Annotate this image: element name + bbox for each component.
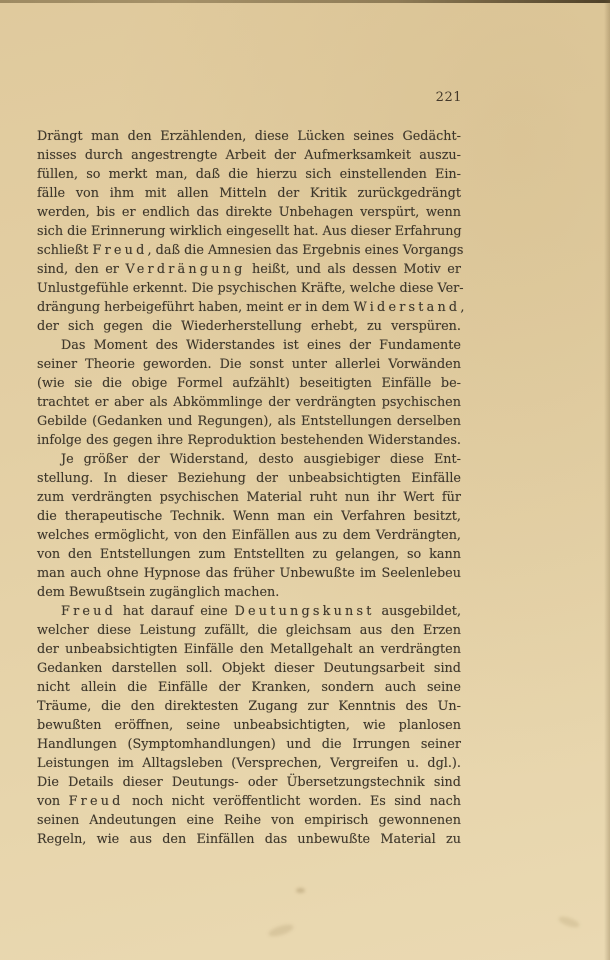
text-segment: (wie sie die obige Formel aufzählt) beseitigten Einfälle be-	[37, 376, 461, 391]
text-segment: Gebilde (Gedanken und Regungen), als Entstellungen derselben	[37, 414, 461, 429]
text-segment: seiner Theorie geworden. Die sonst unter allerlei Vorwänden	[37, 357, 461, 372]
text-segment: schließt	[37, 243, 93, 258]
text-line	[37, 621, 461, 640]
text-line	[37, 298, 465, 317]
text-segment: man auch ohne Hypnose das früher Unbewußte im Seelenlebeu	[37, 566, 461, 581]
text-line	[37, 659, 461, 678]
text-segment: werden, bis er endlich das direkte Unbehagen verspürt, wenn	[37, 205, 461, 220]
paper-smudge	[267, 922, 295, 939]
scan-right-edge	[604, 0, 610, 960]
text-segment: dem Bewußtsein zugänglich machen.	[37, 585, 280, 600]
text-line	[37, 564, 461, 583]
text-line	[37, 469, 461, 488]
text-line	[37, 184, 461, 203]
text-segment: Regeln, wie aus den Einfällen das unbewußte Material zu	[37, 832, 461, 847]
text-line	[37, 374, 461, 393]
page-text	[37, 127, 465, 849]
text-line	[37, 203, 461, 222]
text-line	[37, 735, 461, 754]
text-segment: ,	[460, 300, 465, 315]
text-line	[37, 830, 461, 849]
text-line	[37, 317, 461, 336]
text-line	[37, 165, 461, 184]
text-line	[37, 811, 461, 830]
text-segment: nisses durch angestrengte Arbeit der Aufmerksamkeit auszu-	[37, 148, 461, 163]
text-segment: Die Details dieser Deutungs- oder Übersetzungstechnik sind	[37, 775, 461, 790]
text-segment: sich die Erinnerung wirklich eingesellt hat. Aus dieser Erfahrung	[37, 224, 462, 239]
text-line	[37, 450, 461, 469]
page-number: 221	[435, 90, 462, 105]
paper-smudge	[296, 888, 305, 893]
text-segment: füllen, so merkt man, daß die hierzu sich einstellenden Ein-	[37, 167, 461, 182]
text-segment: nicht allein die Einfälle der Kranken, sondern auch seine	[37, 680, 461, 695]
text-line	[37, 507, 461, 526]
text-line	[37, 526, 461, 545]
text-line	[37, 222, 461, 241]
text-segment: bewußten eröffnen, seine unbeabsichtigten, wie planlosen	[37, 718, 461, 733]
emphasized-term: Freud	[92, 243, 148, 258]
text-segment: Unlustgefühle erkennt. Die psychischen Kräfte, welche diese Ver-	[37, 281, 464, 296]
text-line	[37, 792, 461, 811]
text-segment: Je größer der Widerstand, desto ausgiebiger diese Ent-	[61, 452, 461, 467]
text-segment: trachtet er aber als Abkömmlinge der verdrängten psychischen	[37, 395, 461, 410]
text-segment: Gedanken darstellen soll. Objekt dieser Deutungsarbeit sind	[37, 661, 461, 676]
text-line	[37, 545, 461, 564]
text-segment: von	[37, 794, 69, 809]
text-line	[37, 336, 461, 355]
text-line	[37, 412, 461, 431]
text-line	[37, 602, 461, 621]
text-segment: der unbeabsichtigten Einfälle den Metallgehalt an verdrängten	[37, 642, 461, 657]
text-line	[37, 697, 461, 716]
paper-smudge	[557, 914, 580, 929]
text-line	[37, 241, 464, 260]
text-segment: hat darauf eine	[116, 604, 235, 619]
scan-top-edge	[0, 0, 610, 3]
text-segment: zum verdrängten psychischen Material ruht nun ihr Wert für	[37, 490, 461, 505]
text-line	[37, 678, 461, 697]
emphasized-term: Freud	[68, 794, 124, 809]
text-segment: Drängt man den Erzählenden, diese Lücken seines Gedächt-	[37, 129, 461, 144]
text-segment: von den Entstellungen zum Entstellten zu gelangen, so kann	[37, 547, 461, 562]
emphasized-term: Freud	[61, 604, 117, 619]
text-segment: Träume, die den direktesten Zugang zur Kenntnis des Un-	[37, 699, 461, 714]
text-segment: fälle von ihm mit allen Mitteln der Kritik zurückgedrängt	[37, 186, 461, 201]
text-segment: Leistungen im Alltagsleben (Versprechen, Vergreifen u. dgl.).	[37, 756, 461, 771]
text-line	[37, 127, 461, 146]
text-segment: ausgebildet,	[374, 604, 462, 619]
text-line	[37, 393, 461, 412]
text-line	[37, 583, 461, 602]
emphasized-term: Widerstand	[353, 300, 461, 315]
text-line	[37, 773, 461, 792]
text-line	[37, 754, 461, 773]
text-line	[37, 146, 461, 165]
text-segment: stellung. In dieser Beziehung der unbeabsichtigten Einfälle	[37, 471, 461, 486]
emphasized-term: Verdrängung	[125, 262, 246, 277]
text-line	[37, 431, 461, 450]
text-segment: seinen Andeutungen eine Reihe von empirisch gewonnenen	[37, 813, 461, 828]
text-line	[37, 355, 461, 374]
text-segment: welches ermöglicht, von den Einfällen aus zu dem Verdrängten,	[37, 528, 461, 543]
emphasized-term: Deutungskunst	[234, 604, 375, 619]
text-segment: Das Moment des Widerstandes ist eines der Fundamente	[61, 338, 461, 353]
text-line	[37, 279, 464, 298]
text-segment: die therapeutische Technik. Wenn man ein Verfahren besitzt,	[37, 509, 461, 524]
text-segment: welcher diese Leistung zufällt, die gleichsam aus den Erzen	[37, 623, 461, 638]
text-segment: , daß die Amnesien das Ergebnis eines Vorgangs	[147, 243, 464, 258]
text-segment: infolge des gegen ihre Reproduktion bestehenden Widerstandes.	[37, 433, 461, 448]
text-segment: noch nicht veröffentlicht worden. Es sind nach	[123, 794, 461, 809]
text-line	[37, 716, 461, 735]
text-segment: Handlungen (Symptomhandlungen) und die Irrungen seiner	[37, 737, 461, 752]
text-segment: heißt, und als dessen Motiv er	[245, 262, 462, 277]
text-line	[37, 640, 461, 659]
text-line	[37, 488, 461, 507]
text-segment: sind, den er	[37, 262, 126, 277]
text-segment: der sich gegen die Wiederherstellung erhebt, zu verspüren.	[37, 319, 461, 334]
text-line	[37, 260, 461, 279]
text-segment: drängung herbeigeführt haben, meint er in dem	[37, 300, 354, 315]
